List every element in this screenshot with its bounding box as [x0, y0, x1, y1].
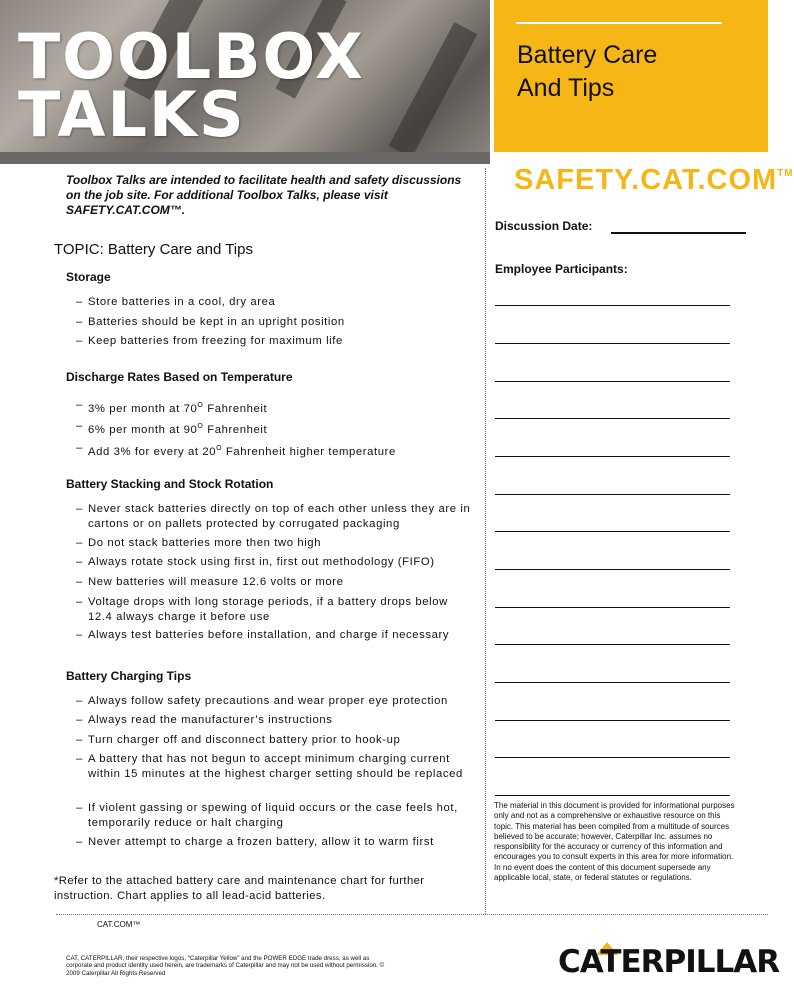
column-divider	[485, 168, 486, 914]
participant-line[interactable]	[495, 456, 730, 457]
disclaimer-text: The material in this document is provided for informational purposes only and not as a comprehensive or exhaustive resource on this topic. This material has been compiled from a multitude of sources believed to be accurate; however, Caterpillar Inc. assumes no responsibility for the accuracy or currency of this information and encourages you to consult experts in this area for more information. In no event does the content of this document supersede any applicable local, state, or federal statutes or regulations.	[494, 801, 735, 883]
participant-line[interactable]	[495, 644, 730, 645]
list-item: – Add 3% for every at $20^O$ Fahrenheit higher temperature	[76, 442, 396, 458]
list-item: – New batteries will measure 12.6 volts or more	[76, 576, 344, 588]
list-item: – Always test batteries before installation, and charge if necessary	[76, 629, 450, 641]
participant-line[interactable]	[495, 305, 730, 306]
participant-line[interactable]	[495, 607, 730, 608]
participant-line[interactable]	[495, 418, 730, 419]
legal-text: CAT, CATERPILLAR, their respective logos, “Caterpillar Yellow” and the POWER EDGE trade dress, as well as corporate and product identity used herein, are trademarks of Caterpillar and may not be used without permission. © 2009 Caterpillar All Rights Reserved	[66, 955, 385, 977]
participant-line[interactable]	[495, 494, 730, 495]
list-item: – 6% per month at $90^O$ Fahrenheit	[76, 420, 268, 436]
discussion-date-field[interactable]	[611, 232, 746, 234]
list-item: – Always follow safety precautions and wear proper eye protection	[76, 695, 448, 707]
participant-line[interactable]	[495, 795, 730, 796]
list-item: – Turn charger off and disconnect battery prior to hook-up	[76, 734, 401, 746]
list-item: – 3% per month at $70^O$ Fahrenheit	[76, 399, 268, 415]
discussion-date-label: Discussion Date:	[495, 219, 593, 233]
participants-label: Employee Participants:	[495, 262, 628, 276]
participant-line[interactable]	[495, 720, 730, 721]
list-item: – Never stack batteries directly on top of each other unless they are in cartons or on pallets protected by corrugated packaging	[76, 503, 471, 530]
list-item: – If violent gassing or spewing of liquid occurs or the case feels hot, temporarily reduce or halt charging	[76, 802, 458, 829]
participant-line[interactable]	[495, 757, 730, 758]
header-gray-bar	[0, 152, 490, 164]
list-item: – A battery that has not begun to accept minimum charging current within 15 minutes at the highest charger setting should be replaced	[76, 753, 463, 780]
participant-line[interactable]	[495, 682, 730, 683]
participant-line[interactable]	[495, 569, 730, 570]
participant-line[interactable]	[495, 531, 730, 532]
list-item: – Never attempt to charge a frozen battery, allow it to warm first	[76, 836, 434, 848]
list-item: – Store batteries in a cool, dry area	[76, 296, 276, 308]
safety-cat-logo: SAFETY.CAT.COM™	[514, 164, 794, 196]
toolbox-talks-title: TOOLBOX TALKS	[18, 20, 365, 151]
section-heading: Discharge Rates Based on Temperature	[66, 370, 293, 384]
footnote: *Refer to the attached battery care and maintenance chart for further instruction. Chart applies to all lead-acid batteries.	[54, 875, 425, 902]
topic-heading: TOPIC: Battery Care and Tips	[54, 241, 253, 258]
header-photo	[0, 0, 490, 152]
title-box	[494, 0, 768, 152]
cat-com-link[interactable]: CAT.COM™	[97, 920, 141, 929]
section-heading: Storage	[66, 270, 111, 284]
section-heading: Battery Charging Tips	[66, 669, 192, 683]
intro-text: Toolbox Talks are intended to facilitate health and safety discussions on the job site. For additional Toolbox Talks, please visit SAFETY.CAT.COM™.	[66, 173, 462, 217]
footer-divider	[56, 914, 768, 915]
participant-line[interactable]	[495, 343, 730, 344]
list-item: – Do not stack batteries more then two high	[76, 537, 322, 549]
list-item: – Always read the manufacturer’s instructions	[76, 714, 333, 726]
list-item: – Batteries should be kept in an upright position	[76, 316, 345, 328]
document-title: Battery Care And Tips	[517, 41, 658, 102]
list-item: – Voltage drops with long storage periods, if a battery drops below 12.4 always charge it before use	[76, 596, 448, 623]
caterpillar-logo: CATERPILLAR	[558, 944, 780, 980]
participant-line[interactable]	[495, 381, 730, 382]
title-rule	[516, 22, 722, 24]
section-heading: Battery Stacking and Stock Rotation	[66, 477, 274, 491]
list-item: – Keep batteries from freezing for maximum life	[76, 335, 343, 347]
list-item: – Always rotate stock using first in, first out methodology (FIFO)	[76, 556, 435, 568]
